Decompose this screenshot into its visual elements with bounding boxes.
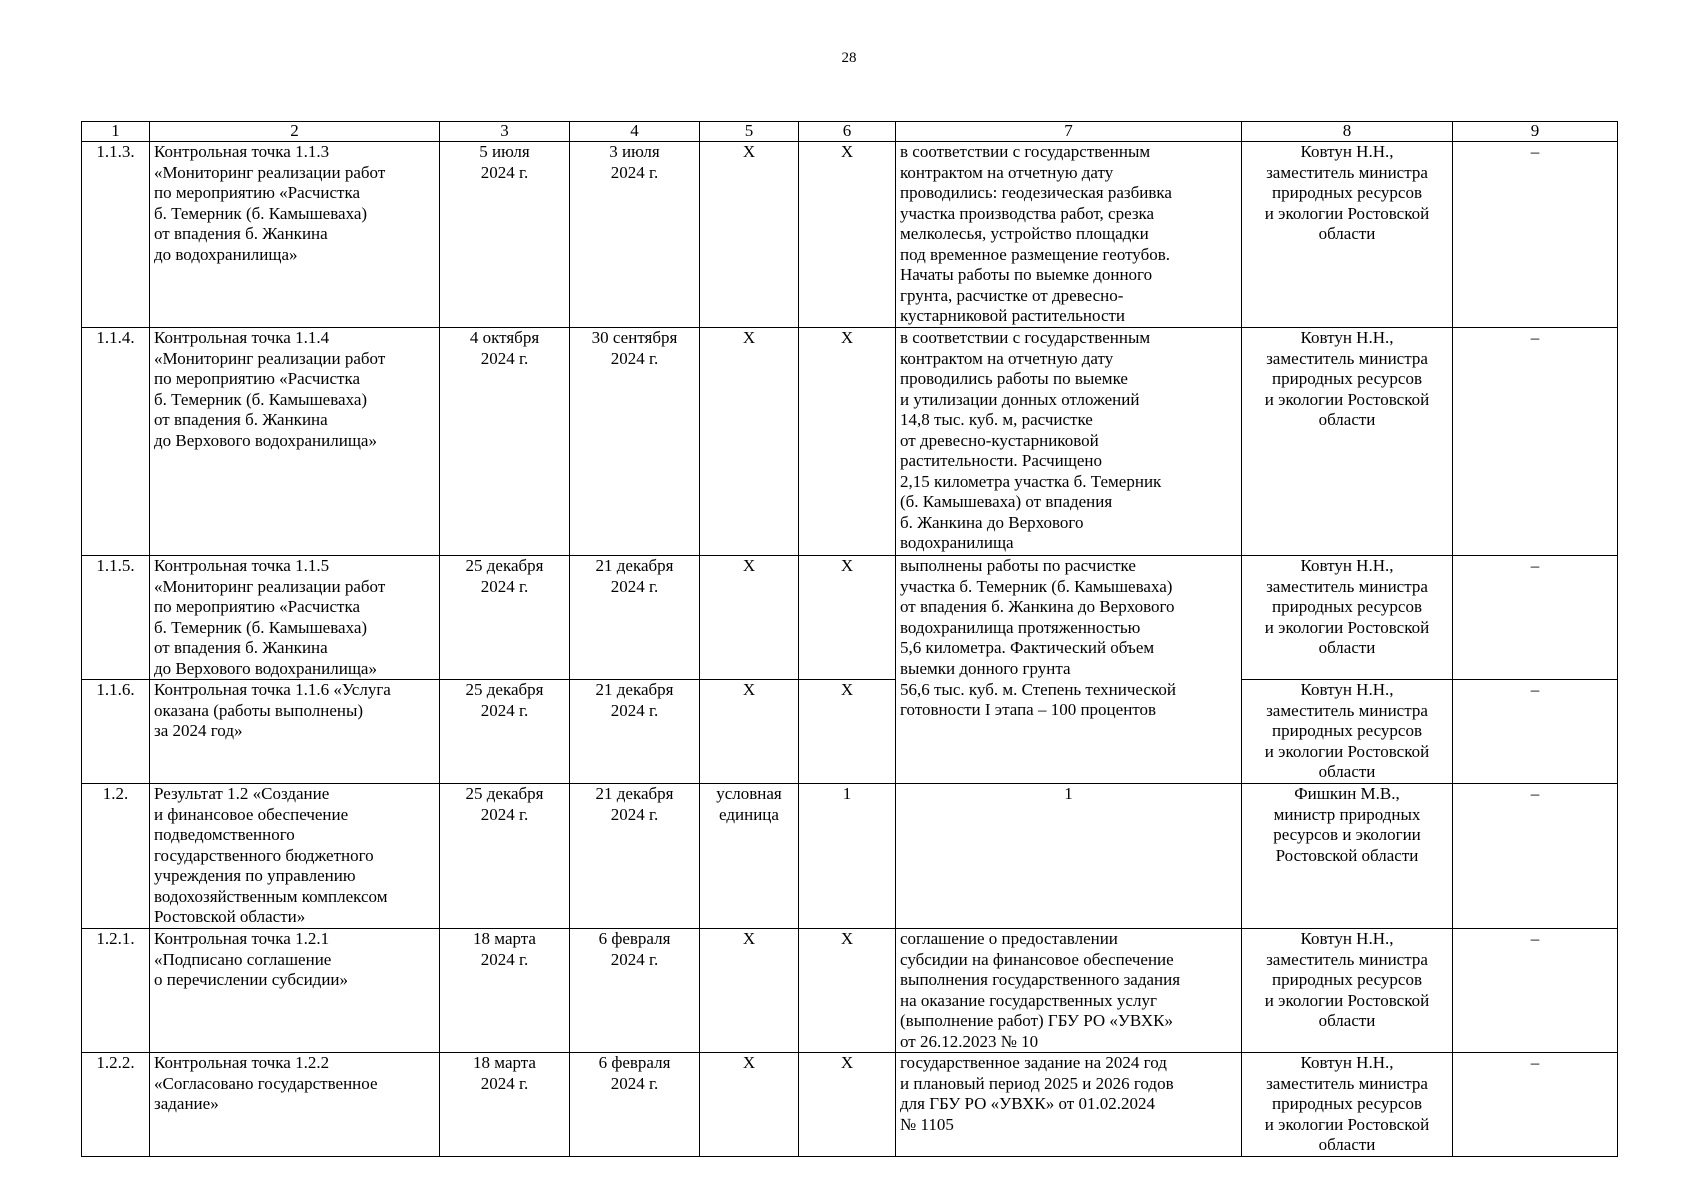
- note-cell: –: [1453, 784, 1618, 929]
- info-cell: в соответствии с государственным контрактом на отчетную дату проводились работы по выемке и утилизации донных отложений 14,8 тыс. куб. м, расчистке от древесно-кустарниковой растительности. Расчищено 2,15 километра участка б. Темерник (б. Камышеваха) от впадения б. Жанкина до Верхового водохранилища: [896, 328, 1242, 556]
- plan-date: 18 марта 2024 г.: [440, 929, 570, 1053]
- row-name: Контрольная точка 1.1.6 «Услуга оказана (работы выполнены) за 2024 год»: [150, 680, 440, 784]
- fact-date: 6 февраля 2024 г.: [570, 929, 700, 1053]
- report-table: [81, 121, 1618, 1157]
- responsible-cell: Ковтун Н.Н., заместитель министра природных ресурсов и экологии Ростовской области: [1242, 142, 1453, 328]
- column-header: 7: [896, 122, 1242, 142]
- responsible-cell: Ковтун Н.Н., заместитель министра природных ресурсов и экологии Ростовской области: [1242, 328, 1453, 556]
- responsible-cell: Ковтун Н.Н., заместитель министра природных ресурсов и экологии Ростовской области: [1242, 929, 1453, 1053]
- row-number: 1.1.5.: [82, 556, 150, 680]
- responsible-cell: Фишкин М.В., министр природных ресурсов и экологии Ростовской области: [1242, 784, 1453, 929]
- info-cell: 56,6 тыс. куб. м. Степень технической готовности I этапа – 100 процентов: [896, 680, 1242, 784]
- row-number: 1.1.4.: [82, 328, 150, 556]
- note-cell: –: [1453, 142, 1618, 328]
- note-cell: –: [1453, 929, 1618, 1053]
- table-row: [82, 142, 1618, 328]
- info-cell: государственное задание на 2024 год и плановый период 2025 и 2026 годов для ГБУ РО «УВХК» от 01.02.2024 № 1105: [896, 1053, 1242, 1157]
- fact-date: 21 декабря 2024 г.: [570, 784, 700, 929]
- plan-date: 25 декабря 2024 г.: [440, 784, 570, 929]
- fact-date: 21 декабря 2024 г.: [570, 556, 700, 680]
- responsible-cell: Ковтун Н.Н., заместитель министра природных ресурсов и экологии Ростовской области: [1242, 1053, 1453, 1157]
- plan-date: 18 марта 2024 г.: [440, 1053, 570, 1157]
- fact-date: 6 февраля 2024 г.: [570, 1053, 700, 1157]
- plan-date: 25 декабря 2024 г.: [440, 556, 570, 680]
- column-header: 3: [440, 122, 570, 142]
- column-header: 8: [1242, 122, 1453, 142]
- row-number: 1.1.6.: [82, 680, 150, 784]
- row-name: Контрольная точка 1.2.2 «Согласовано государственное задание»: [150, 1053, 440, 1157]
- table-row: [82, 680, 1618, 784]
- row-number: 1.2.1.: [82, 929, 150, 1053]
- info-cell: соглашение о предоставлении субсидии на финансовое обеспечение выполнения государственного задания на оказание государственных услуг (выполнение работ) ГБУ РО «УВХК» от 26.12.2023 № 10: [896, 929, 1242, 1053]
- value-cell: Х: [799, 556, 896, 680]
- note-cell: –: [1453, 556, 1618, 680]
- value-cell: 1: [799, 784, 896, 929]
- plan-date: 4 октября 2024 г.: [440, 328, 570, 556]
- fact-date: 3 июля 2024 г.: [570, 142, 700, 328]
- unit-cell: Х: [700, 1053, 799, 1157]
- row-name: Контрольная точка 1.1.5 «Мониторинг реализации работ по мероприятию «Расчистка б. Темерник (б. Камышеваха) от впадения б. Жанкина до Верхового водохранилища»: [150, 556, 440, 680]
- column-header: 1: [82, 122, 150, 142]
- info-cell: выполнены работы по расчистке участка б. Темерник (б. Камышеваха) от впадения б. Жанкина до Верхового водохранилища протяженностью 5,6 километра. Фактический объем выемки донного грунта: [896, 556, 1242, 680]
- row-number: 1.2.2.: [82, 1053, 150, 1157]
- plan-date: 5 июля 2024 г.: [440, 142, 570, 328]
- table-row: [82, 328, 1618, 556]
- unit-cell: Х: [700, 142, 799, 328]
- table-row: [82, 929, 1618, 1053]
- note-cell: –: [1453, 680, 1618, 784]
- column-header: 5: [700, 122, 799, 142]
- unit-cell: Х: [700, 328, 799, 556]
- row-name: Контрольная точка 1.1.4 «Мониторинг реализации работ по мероприятию «Расчистка б. Темерник (б. Камышеваха) от впадения б. Жанкина до Верхового водохранилища»: [150, 328, 440, 556]
- row-name: Результат 1.2 «Создание и финансовое обеспечение подведомственного государственного бюджетного учреждения по управлению водохозяйственным комплексом Ростовской области»: [150, 784, 440, 929]
- value-cell: Х: [799, 680, 896, 784]
- page-number: 28: [841, 50, 857, 66]
- note-cell: –: [1453, 328, 1618, 556]
- fact-date: 30 сентября 2024 г.: [570, 328, 700, 556]
- column-header: 6: [799, 122, 896, 142]
- value-cell: Х: [799, 328, 896, 556]
- plan-date: 25 декабря 2024 г.: [440, 680, 570, 784]
- row-number: 1.1.3.: [82, 142, 150, 328]
- unit-cell: Х: [700, 929, 799, 1053]
- value-cell: Х: [799, 1053, 896, 1157]
- responsible-cell: Ковтун Н.Н., заместитель министра природных ресурсов и экологии Ростовской области: [1242, 556, 1453, 680]
- info-cell: в соответствии с государственным контрактом на отчетную дату проводились: геодезическая разбивка участка производства работ, срезка мелколесья, устройство площадки под временное размещение геотубов. Начаты работы по выемке донного грунта, расчистке от древесно- кустарниковой растительности: [896, 142, 1242, 328]
- row-name: Контрольная точка 1.1.3 «Мониторинг реализации работ по мероприятию «Расчистка б. Темерник (б. Камышеваха) от впадения б. Жанкина до водохранилища»: [150, 142, 440, 328]
- column-header: 4: [570, 122, 700, 142]
- table-row: [82, 784, 1618, 929]
- column-header: 2: [150, 122, 440, 142]
- unit-cell: условная единица: [700, 784, 799, 929]
- column-header: 9: [1453, 122, 1618, 142]
- responsible-cell: Ковтун Н.Н., заместитель министра природных ресурсов и экологии Ростовской области: [1242, 680, 1453, 784]
- note-cell: –: [1453, 1053, 1618, 1157]
- row-name: Контрольная точка 1.2.1 «Подписано соглашение о перечислении субсидии»: [150, 929, 440, 1053]
- unit-cell: Х: [700, 556, 799, 680]
- unit-cell: Х: [700, 680, 799, 784]
- info-cell: 1: [896, 784, 1242, 929]
- table-row: [82, 556, 1618, 680]
- value-cell: Х: [799, 929, 896, 1053]
- table-row: [82, 1053, 1618, 1157]
- fact-date: 21 декабря 2024 г.: [570, 680, 700, 784]
- table-header-row: [82, 122, 1618, 142]
- row-number: 1.2.: [82, 784, 150, 929]
- value-cell: Х: [799, 142, 896, 328]
